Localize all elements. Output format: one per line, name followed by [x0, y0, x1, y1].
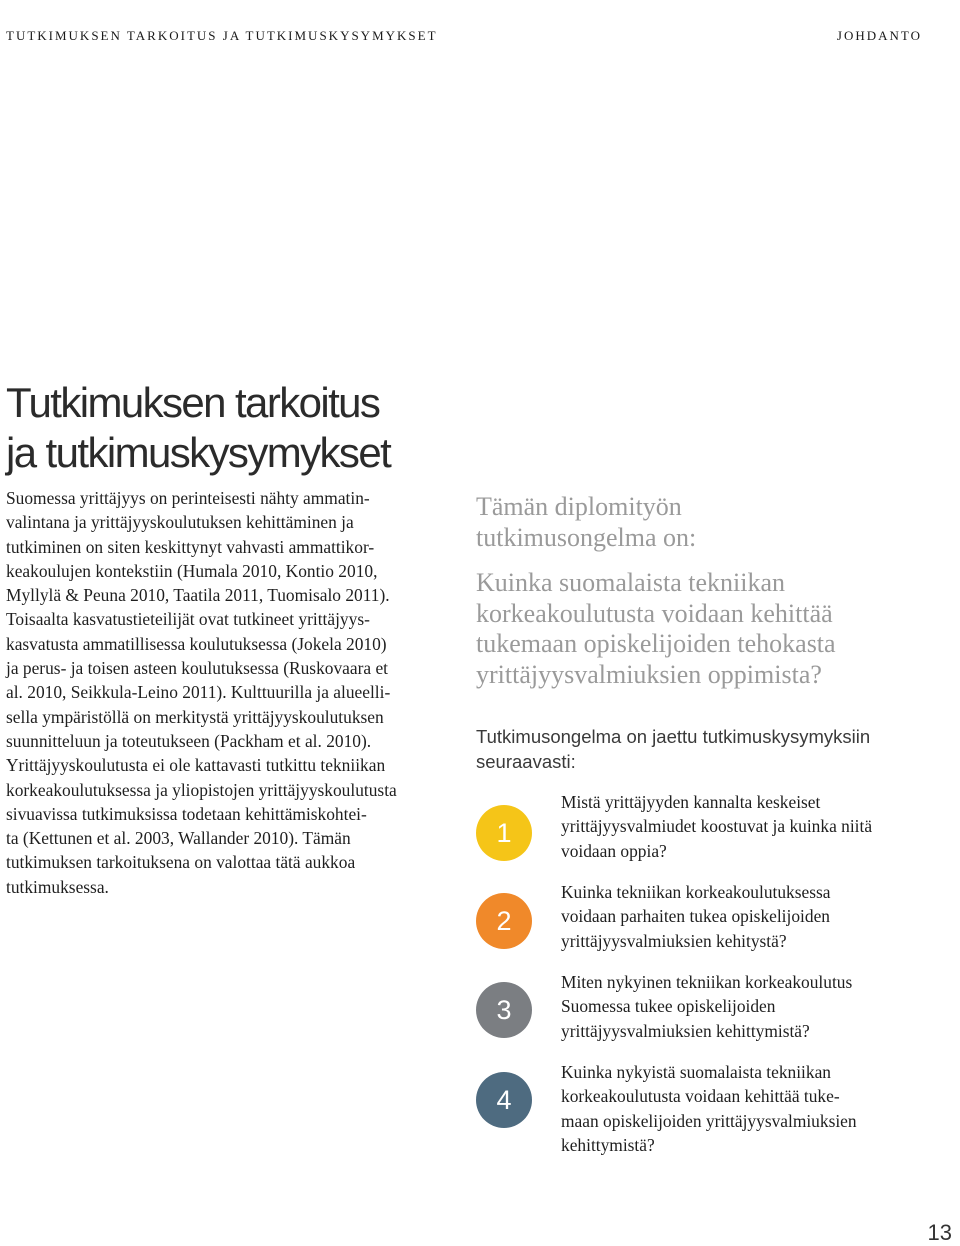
question-line: yrittäjyysvalmiuksien kehitystä?	[561, 930, 787, 951]
problem-lead-line: Tämän diplomityön	[476, 492, 682, 521]
body-text-line: korkeakoulutuksessa ja yliopistojen yrittäjyyskoulutusta	[6, 779, 397, 800]
research-problem	[476, 568, 936, 690]
body-text-line: tutkimuksessa.	[6, 876, 109, 897]
question-line: kehittymistä?	[561, 1134, 655, 1155]
problem-lead	[476, 492, 936, 553]
question-text	[561, 790, 921, 863]
subhead-line: seuraavasti:	[476, 751, 576, 772]
question-line: Kuinka nykyistä suomalaista tekniikan	[561, 1062, 831, 1082]
question-line: yrittäjyysvalmiuksien kehittymistä?	[561, 1020, 810, 1041]
body-text-line: tutkiminen on siten keskittynyt vahvasti ammattikor-	[6, 536, 375, 557]
title-line: Tutkimuksen tarkoitus	[6, 379, 380, 426]
question-number-badge: 2	[476, 893, 532, 949]
question-line: Mistä yrittäjyyden kannalta keskeiset	[561, 792, 821, 812]
body-text-line: Yrittäjyyskoulutusta ei ole kattavasti tutkittu tekniikan	[6, 755, 386, 776]
question-line: Miten nykyinen tekniikan korkeakoulutus	[561, 972, 853, 992]
body-text-line: keakoulujen kontekstiin (Humala 2010, Kontio 2010,	[6, 560, 378, 581]
body-text-line: Suomessa yrittäjyys on perinteisesti nähty ammatin-	[6, 488, 370, 508]
running-head-right: JOHDANTO	[836, 28, 922, 43]
body-text-line: suunnitteluun ja toteutukseen (Packham et al. 2010).	[6, 730, 372, 751]
body-text-line: Myllylä & Peuna 2010, Taatila 2011, Tuomisalo 2011).	[6, 585, 390, 606]
problem-text-line: yrittäjyysvalmiuksien oppimista?	[476, 659, 822, 689]
question-line: Kuinka tekniikan korkeakoulutuksessa	[561, 882, 831, 902]
problem-lead-line: tutkimusongelma on:	[476, 522, 697, 552]
body-text-line: tutkimuksen tarkoituksena on valottaa tätä aukkoa	[6, 852, 356, 873]
question-line: maan opiskelijoiden yrittäjyysvalmiuksien	[561, 1110, 857, 1131]
page-title	[6, 378, 466, 478]
body-text-line: sella ympäristöllä on merkitystä yrittäjyyskoulutuksen	[6, 706, 384, 727]
question-text	[561, 1060, 921, 1157]
research-question-2	[476, 882, 936, 970]
running-head-left: TUTKIMUKSEN TARKOITUS JA TUTKIMUSKYSYMYKSET	[6, 28, 438, 43]
research-question-4	[476, 1062, 936, 1155]
body-text-line: sivuavissa tutkimuksissa todetaan kehittämiskohtei-	[6, 803, 367, 824]
body-text-line: valintana ja yrittäjyyskoulutuksen kehittäminen ja	[6, 512, 354, 533]
question-line: yrittäjyysvalmiudet koostuvat ja kuinka niitä	[561, 816, 873, 837]
title-line: ja tutkimuskysymykset	[6, 429, 391, 476]
body-text-line: kasvatusta ammatillisessa koulutuksessa (Jokela 2010)	[6, 633, 387, 654]
problem-text-line: tukemaan opiskelijoiden tehokasta	[476, 629, 836, 658]
subhead-line: Tutkimusongelma on jaettu tutkimuskysymyksiin	[476, 726, 871, 747]
research-question-1	[476, 792, 936, 880]
question-line: Suomessa tukee opiskelijoiden	[561, 996, 776, 1017]
problem-text-line: korkeakoulutusta voidaan kehittää	[476, 598, 833, 628]
body-text-line: ta (Kettunen et al. 2003, Wallander 2010). Tämän	[6, 828, 351, 849]
question-text	[561, 880, 921, 953]
page-number: 13	[927, 1220, 952, 1245]
problem-text-line: Kuinka suomalaista tekniikan	[476, 568, 786, 597]
body-paragraph	[6, 486, 453, 899]
body-text-line: ja perus- ja toisen asteen koulutuksessa (Ruskovaara et	[6, 658, 388, 679]
question-line: korkeakoulutusta voidaan kehittää tuke-	[561, 1086, 840, 1107]
questions-intro	[476, 724, 936, 774]
question-number-badge: 3	[476, 982, 532, 1038]
question-number-badge: 4	[476, 1072, 532, 1128]
body-text-line: al. 2010, Seikkula-Leino 2011). Kulttuurilla ja alueelli-	[6, 682, 391, 703]
body-text-line: Toisaalta kasvatustieteilijät ovat tutkineet yrittäjyys-	[6, 609, 370, 630]
question-number-badge: 1	[476, 805, 532, 861]
question-line: voidaan oppia?	[561, 840, 667, 861]
research-question-3	[476, 972, 936, 1060]
question-text	[561, 970, 921, 1043]
question-line: voidaan parhaiten tukea opiskelijoiden	[561, 906, 830, 927]
